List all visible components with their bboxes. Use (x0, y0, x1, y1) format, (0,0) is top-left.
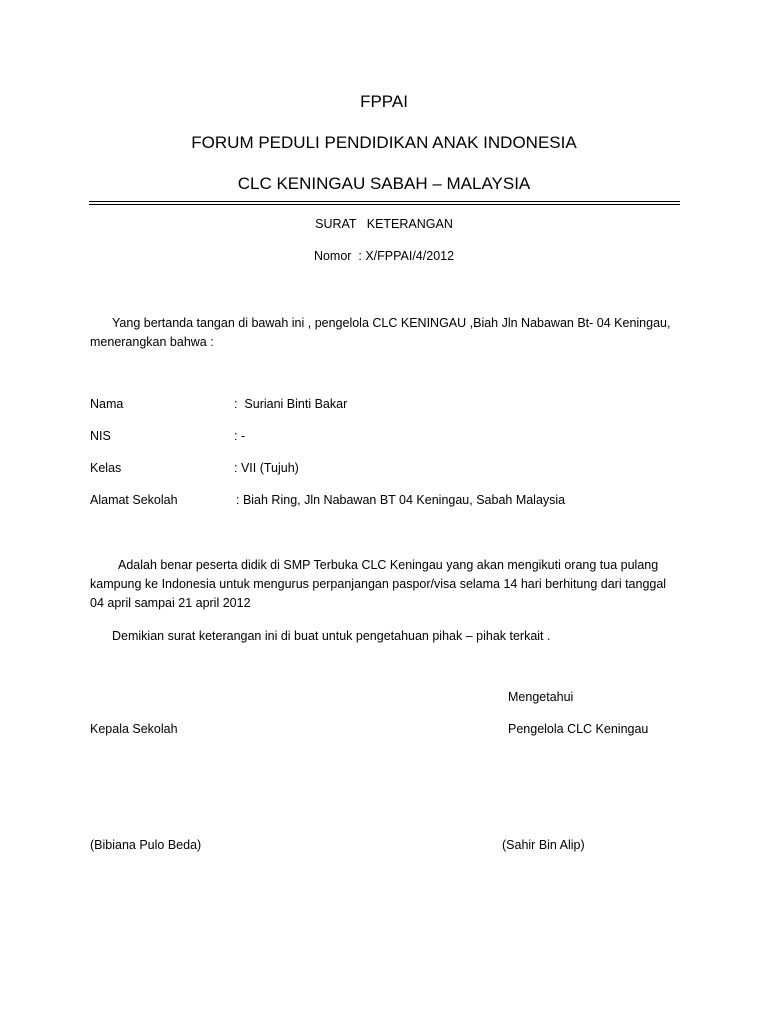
field-label-nis: NIS (90, 429, 111, 443)
signature-left-title: Kepala Sekolah (90, 722, 178, 736)
field-label-nama: Nama (90, 397, 124, 411)
header-org-name: FORUM PEDULI PENDIDIKAN ANAK INDONESIA (191, 133, 577, 152)
header-location: CLC KENINGAU SABAH – MALAYSIA (237, 174, 531, 193)
letter-body-statement: Adalah benar peserta didik di SMP Terbuka CLC Keningau yang akan mengikuti orang tua pulang kampung ke Indonesia untuk mengurus perpanjangan paspor/visa selama 14 hari berhitung dari tanggal 04 april sampai 21 april 2012 (90, 558, 667, 610)
letter-body-closing: Demikian surat keterangan ini di buat untuk pengetahuan pihak – pihak terkait . (112, 629, 551, 643)
field-value-nis: : - (234, 429, 246, 443)
field-value-kelas: : VII (Tujuh) (234, 461, 299, 475)
header-rule-bottom (89, 204, 680, 205)
field-value-alamat: : Biah Ring, Jln Nabawan BT 04 Keningau, Sabah Malaysia (236, 493, 566, 507)
signature-acknowledge: Mengetahui (508, 690, 574, 704)
letter-intro: Yang bertanda tangan di bawah ini , pengelola CLC KENINGAU ,Biah Jln Nabawan Bt- 04 Keningau, menerangkan bahwa : (90, 316, 671, 349)
header-rule-top (89, 201, 680, 202)
signature-left-name: (Bibiana Pulo Beda) (90, 838, 202, 852)
field-label-kelas: Kelas (90, 461, 122, 475)
signature-right-name: (Sahir Bin Alip) (502, 838, 585, 852)
signature-right-title: Pengelola CLC Keningau (508, 722, 649, 736)
field-value-nama: : Suriani Binti Bakar (234, 397, 348, 411)
letter-title: SURAT KETERANGAN (315, 217, 453, 231)
letter-number: Nomor : X/FPPAI/4/2012 (313, 249, 455, 263)
field-label-alamat: Alamat Sekolah (90, 493, 178, 507)
header-org-acronym: FPPAI (360, 92, 408, 111)
